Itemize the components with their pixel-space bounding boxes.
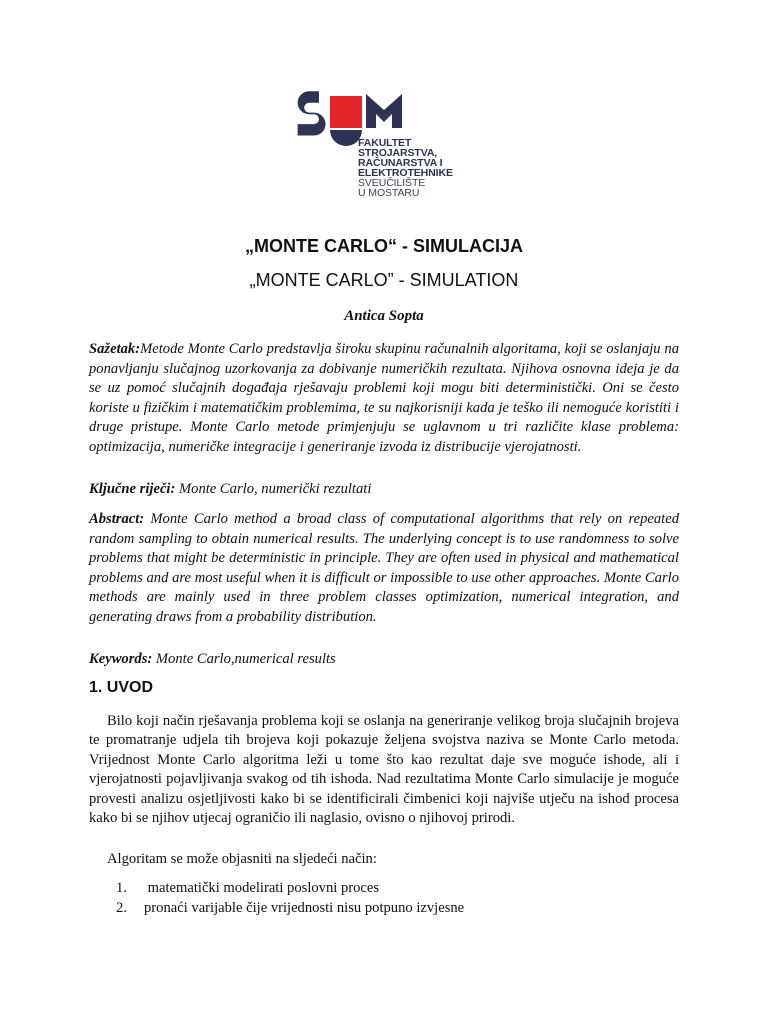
- algorithm-steps-list: [116, 879, 464, 918]
- list-item-text: matematički modelirati poslovni proces: [144, 880, 380, 896]
- logo-line: SVEUČILIŠTE: [358, 177, 426, 189]
- list-item: [116, 879, 464, 899]
- logo-line: FAKULTET: [358, 137, 412, 149]
- author-name: Antica Sopta: [344, 308, 424, 324]
- sazetak-block: [89, 340, 679, 457]
- abstract-block: [89, 510, 679, 627]
- paper-title-croatian: „MONTE CARLO“ - SIMULACIJA: [245, 236, 523, 256]
- sazetak-text: Metode Monte Carlo predstavlja široku skupinu računalnih algoritama, koji se oslanjaju na ponavljanju slučajnog uzorkovanja za dobivanje numeričkih rezultata. Njihova osnovna ideja je da se uz pomoć slučajnih događaja rješavaju problemi koji mogu biti deterministički. Oni se često koriste u fizičkim i matematičkim problemima, te su najkorisniji kada je teško ili nemoguće koristiti i druge pristupe. Monte Carlo metode primjenjuju se uglavnom u tri različite klase problema: optimizacija, numeričke integracije i generiranje izvoda iz distribucije vjerojatnosti.: [89, 341, 679, 455]
- paper-title-english: „MONTE CARLO” - SIMULATION: [249, 270, 519, 290]
- logo-s-shape: [298, 91, 326, 135]
- logo-line: STROJARSTVA,: [358, 147, 438, 159]
- section-heading: 1. UVOD: [89, 679, 154, 696]
- abstract-label: Abstract:: [89, 511, 145, 527]
- list-item-number: 2.: [116, 899, 127, 916]
- logo-line: U MOSTARU: [358, 187, 420, 199]
- kljucne-rijeci-text: Monte Carlo, numerički rezultati: [175, 481, 372, 497]
- list-item-text: pronaći varijable čije vrijednosti nisu potpuno izvjesne: [144, 899, 465, 916]
- sazetak-label: Sažetak:: [89, 341, 141, 357]
- keywords-text: Monte Carlo,numerical results: [152, 651, 336, 667]
- logo-text: [358, 138, 453, 198]
- intro-paragraph: Bilo koji način rješavanja problema koji se oslanja na generiranje velikog broja slučajnih brojeva te promatranje udjela tih brojeva koji pokazuje željena svojstva naziva se Monte Carlo metoda. Vrijednost Monte Carlo algoritma leži u tome što kao rezultat daje sve moguće ishode, ali i vjerojatnosti pojavljivanja svakog od tih ishoda. Nad rezultatima Monte Carlo simulacije je moguće provesti analizu osjetljivosti kako bi se identificirali čimbenici koji najviše utječu na ishod procesa kako bi se njihov utjecaj ograničio ili naglasio, ovisno o njihovoj prirodi.: [89, 713, 679, 827]
- logo-red-square: [330, 96, 362, 128]
- list-item-number: 1.: [116, 880, 127, 896]
- logo-line: ELEKTROTEHNIKE: [358, 167, 453, 179]
- keywords-label: Keywords:: [89, 651, 153, 667]
- logo-m-shape: [366, 94, 402, 128]
- logo-line: RAČUNARSTVA I: [358, 157, 443, 169]
- abstract-text: Monte Carlo method a broad class of computational algorithms that rely on repeated random sampling to obtain numerical results. The underlying concept is to use randomness to solve problems that might be deterministic in principle. They are often used in physical and mathematical problems and are most useful when it is difficult or impossible to use other approaches. Monte Carlo methods are mainly used in three problem classes optimization, numerical integration, and generating draws from a probability distribution.: [89, 511, 679, 625]
- kljucne-rijeci-label: Ključne riječi:: [89, 481, 176, 497]
- kljucne-rijeci-block: [89, 480, 679, 500]
- faculty-logo: [296, 88, 486, 199]
- algorithm-intro-paragraph: Algoritam se može objasniti na sljedeći način:: [107, 851, 377, 867]
- keywords-block: [89, 650, 679, 670]
- list-item: [116, 899, 464, 919]
